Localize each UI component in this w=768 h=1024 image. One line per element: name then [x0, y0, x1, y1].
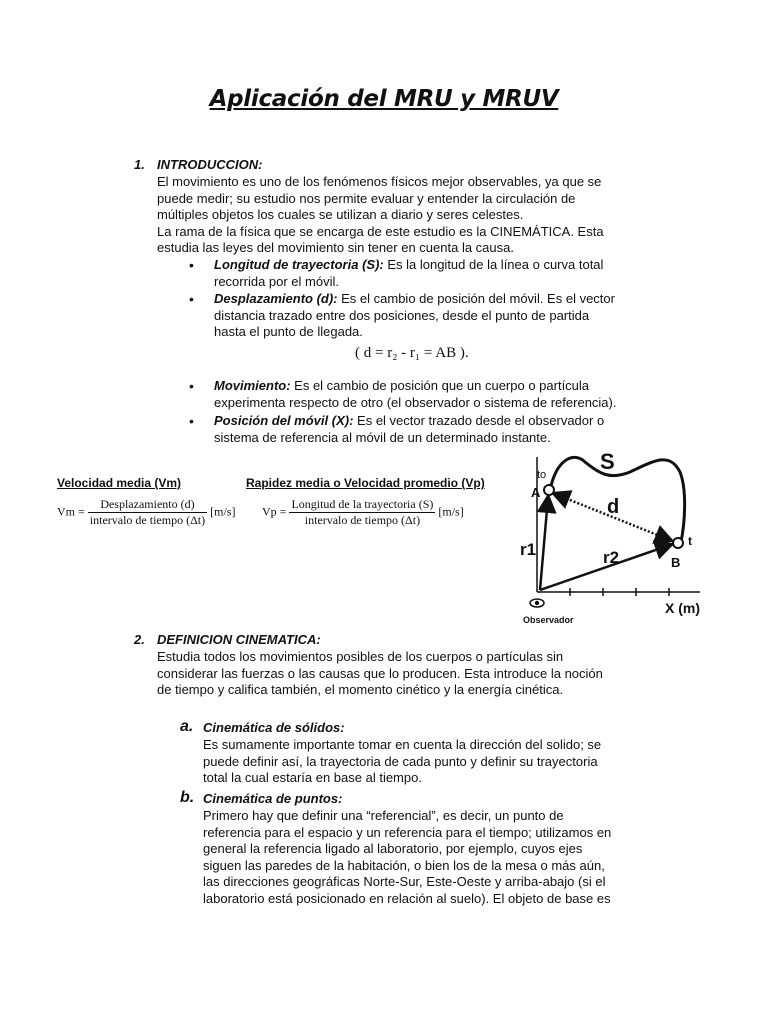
- intro-line: La rama de la física que se encarga de este estudio es la CINEMÁTICA. Esta: [157, 223, 604, 239]
- intro-line: puede medir; su estudio nos permite evaluar y entender la circulación de: [157, 190, 576, 206]
- bullet-text: recorrida por el móvil.: [214, 273, 339, 289]
- r1-vector: [540, 498, 548, 590]
- point-a: [544, 485, 554, 495]
- vp-numerator: Longitud de la trayectoria (S): [291, 497, 434, 511]
- section-2-number: 2.: [134, 632, 145, 647]
- subsection-a-body: [203, 737, 601, 787]
- paragraph-line: referencia para el espacio y un referencia para el tiempo; utilizamos en: [203, 824, 612, 840]
- section-1-number: 1.: [134, 157, 145, 172]
- paragraph-line: Estudia todos los movimientos posibles de los cuerpos o partículas sin: [157, 649, 564, 664]
- vm-lhs: Vm =: [57, 504, 85, 519]
- section-1-heading: INTRODUCCION:: [157, 157, 263, 172]
- subsection-b-body: [203, 808, 611, 907]
- r2-label: r2: [603, 548, 620, 567]
- bullet-term: Desplazamiento (d):: [214, 291, 338, 306]
- intro-line: estudia las leyes del movimiento sin tener en cuenta la causa.: [157, 240, 514, 255]
- kinematics-diagram: [515, 452, 715, 627]
- vm-denominator: intervalo de tiempo (Δt): [89, 513, 206, 527]
- paragraph-line: Es sumamente importante tomar en cuenta la dirección del solido; se: [203, 737, 602, 752]
- bullet-item-longitud: [214, 257, 603, 290]
- bullet-dot: •: [189, 257, 194, 273]
- bullet-text: hasta el punto de llegada.: [214, 324, 363, 339]
- bullet-term: Movimiento:: [214, 378, 291, 393]
- bullet-dot: •: [189, 413, 194, 429]
- eye-icon: [530, 599, 544, 607]
- bullet-text: experimenta respecto de otro (el observador o sistema de referencia).: [214, 394, 617, 410]
- bullet-item-desplazamiento: [214, 291, 615, 341]
- velocidad-media-formula: [57, 497, 235, 528]
- intro-line: El movimiento es uno de los fenómenos físicos mejor observables, ya que se: [157, 174, 602, 189]
- velocidad-promedio-label: Rapidez media o Velocidad promedio (Vp): [246, 476, 485, 490]
- vp-lhs: Vp =: [262, 504, 287, 519]
- velocidad-media-label: Velocidad media (Vm): [57, 476, 182, 490]
- bullet-dot: •: [189, 291, 194, 307]
- section-2-paragraph: [157, 649, 603, 699]
- subsection-a-letter: a.: [180, 718, 194, 735]
- bullet-term: Posición del móvil (X):: [214, 413, 354, 428]
- paragraph-line: Primero hay que definir una “referencial”, es decir, un punto de: [203, 808, 564, 823]
- s-label: S: [600, 452, 615, 474]
- paragraph-line: las direcciones geográficas Norte-Sur, Este-Oeste y arriba-abajo (si el: [203, 874, 606, 889]
- paragraph-line: de tiempo y califica también, el momento cinético y la energía cinética.: [157, 682, 564, 697]
- bullet-text: distancia trazado entre dos posiciones, desde el punto de partida: [214, 307, 590, 323]
- d-label: d: [607, 496, 620, 518]
- vp-fraction: [289, 497, 435, 528]
- bullet-text: Es la longitud de la línea o curva total: [383, 257, 604, 272]
- subsection-b-heading: Cinemática de puntos:: [203, 791, 343, 806]
- displacement-equation: ( d = r₂ - r₁ = AB ).: [355, 345, 469, 361]
- intro-line: múltiples objetos los cuales se utilizan a diario y seres celestes.: [157, 207, 524, 222]
- vm-numerator: Desplazamiento (d): [88, 497, 207, 513]
- bullet-text: Es el vector trazado desde el observador o: [353, 413, 605, 428]
- paragraph-line: general la referencia ligado al laboratorio, por ejemplo, cuyos ejes: [203, 841, 583, 856]
- vp-unit: [m/s]: [438, 504, 464, 519]
- paragraph-line: siguen las paredes de la habitación, o bien los de la mesa o más aún,: [203, 857, 605, 873]
- t-label: t: [688, 534, 692, 548]
- point-b: [673, 538, 683, 548]
- b-label: B: [671, 555, 681, 570]
- velocidad-promedio-formula: [262, 497, 464, 528]
- section-2-heading: DEFINICION CINEMATICA:: [157, 632, 321, 647]
- vm-fraction: [88, 497, 207, 528]
- bullet-item-movimiento: [214, 378, 616, 411]
- section-1-intro: [157, 174, 604, 257]
- bullet-text: Es el cambio de posición que un cuerpo o partícula: [290, 378, 590, 393]
- paragraph-line: total la cual estaría en base al tiempo.: [203, 770, 422, 785]
- vp-denominator: intervalo de tiempo (Δt): [304, 513, 421, 527]
- bullet-item-posicion: [214, 413, 604, 446]
- a-label: A: [531, 485, 541, 500]
- bullet-text: Es el cambio de posición del móvil. Es el vector: [337, 291, 615, 306]
- to-label: to: [537, 469, 547, 481]
- bullet-text: sistema de referencia al móvil de un determinado instante.: [214, 429, 551, 445]
- paragraph-line: puede definir así, la trayectoria de cada punto y definir su trayectoria: [203, 753, 598, 769]
- paragraph-line: considerar las fuerzas o las causas que lo producen. Esta introduce la noción: [157, 665, 603, 681]
- paragraph-line: laboratorio está posicionado en relación al suelo). El objeto de base es: [203, 890, 611, 906]
- bullet-term: Longitud de trayectoria (S):: [214, 257, 384, 272]
- r1-label: r1: [520, 540, 537, 559]
- observer-label: Observador: [523, 615, 574, 625]
- bullet-dot: •: [189, 378, 194, 394]
- x-axis-label: X (m): [665, 600, 700, 616]
- vm-unit: [m/s]: [210, 504, 236, 519]
- subsection-a-heading: Cinemática de sólidos:: [203, 720, 345, 735]
- subsection-b-letter: b.: [180, 789, 195, 806]
- page-title: Aplicación del MRU y MRUV: [209, 86, 559, 112]
